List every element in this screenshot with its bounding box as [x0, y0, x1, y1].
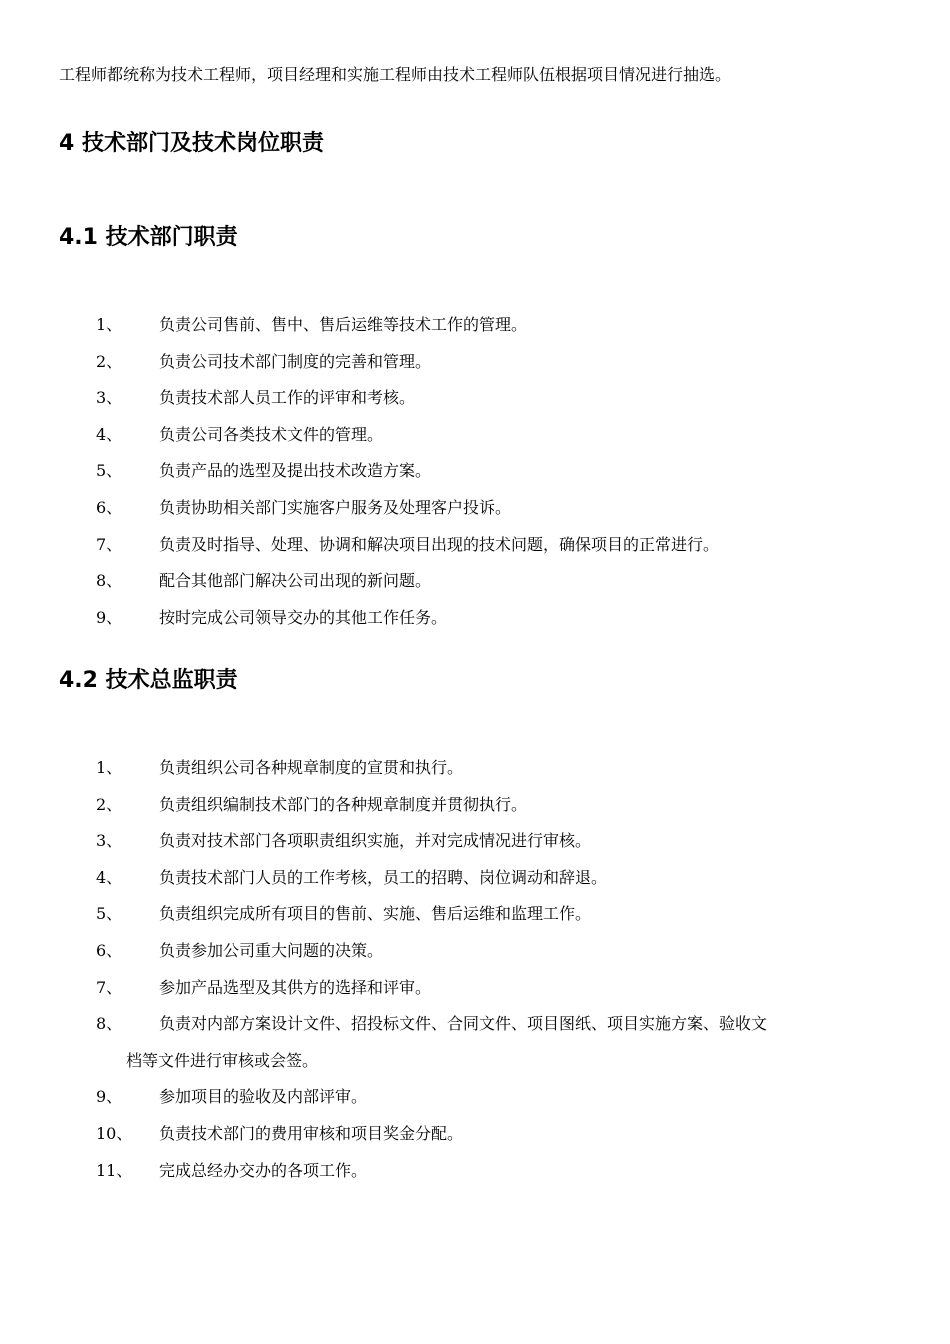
item-number: 2、 — [96, 794, 123, 814]
list-item — [96, 970, 896, 1007]
list-item — [96, 1116, 896, 1153]
item-text: 负责公司技术部门制度的完善和管理。 — [159, 351, 432, 371]
list-item — [96, 600, 896, 637]
item-text: 负责技术部门人员的工作考核，员工的招聘、岗位调动和辞退。 — [159, 867, 608, 887]
list-item — [96, 787, 896, 824]
item-number: 2、 — [96, 351, 123, 371]
item-text: 负责公司各类技术文件的管理。 — [159, 424, 384, 444]
item-text: 负责组织编制技术部门的各种规章制度并贯彻执行。 — [159, 794, 528, 814]
list-item — [96, 380, 896, 417]
item-number: 6、 — [96, 497, 123, 517]
item-number: 11、 — [96, 1160, 133, 1180]
item-text: 负责技术部人员工作的评审和考核。 — [159, 388, 416, 408]
item-number: 4、 — [96, 867, 123, 887]
item-text: 配合其他部门解决公司出现的新问题。 — [159, 571, 432, 591]
item-number: 3、 — [96, 831, 123, 851]
item-text: 负责协助相关部门实施客户服务及处理客户投诉。 — [159, 497, 512, 517]
list-item — [96, 896, 896, 933]
item-number: 4、 — [96, 424, 123, 444]
list-item — [96, 417, 896, 454]
list-item — [96, 490, 896, 527]
item-text: 负责参加公司重大问题的决策。 — [159, 940, 384, 960]
item-number: 8、 — [96, 571, 123, 591]
list-item — [96, 307, 896, 344]
item-text: 参加项目的验收及内部评审。 — [159, 1087, 368, 1107]
director-duties-heading: 4.2 技术总监职责 — [59, 668, 238, 693]
item-text: 负责及时指导、处理、协调和解决项目出现的技术问题，确保项目的正常进行。 — [159, 534, 720, 554]
list-item — [96, 563, 896, 600]
item-text: 负责产品的选型及提出技术改造方案。 — [159, 461, 432, 481]
list-item — [96, 1079, 896, 1116]
item-number: 5、 — [96, 904, 123, 924]
list-item — [96, 933, 896, 970]
section-heading: 4 技术部门及技术岗位职责 — [59, 131, 324, 156]
item-number: 1、 — [96, 758, 123, 777]
item-number: 5、 — [96, 461, 123, 481]
item-text: 负责对内部方案设计文件、招投标文件、合同文件、项目图纸、项目实施方案、验收文 — [159, 1014, 768, 1034]
item-number: 1、 — [96, 315, 123, 334]
item-number: 9、 — [96, 1087, 123, 1107]
director-duties-list — [96, 750, 896, 1189]
list-item — [96, 527, 896, 564]
item-text: 负责组织完成所有项目的售前、实施、售后运维和监理工作。 — [159, 904, 592, 924]
item-number: 10、 — [96, 1123, 133, 1143]
item-number: 7、 — [96, 977, 123, 997]
item-text: 负责公司售前、售中、售后运维等技术工作的管理。 — [159, 315, 528, 334]
item-number: 6、 — [96, 940, 123, 960]
item-text: 负责技术部门的费用审核和项目奖金分配。 — [159, 1123, 464, 1143]
item-number: 9、 — [96, 607, 123, 627]
list-item — [96, 750, 896, 787]
item-text: 参加产品选型及其供方的选择和评审。 — [159, 977, 432, 997]
item-number: 3、 — [96, 388, 123, 408]
list-item — [96, 860, 896, 897]
list-item — [96, 1006, 896, 1079]
item-number: 7、 — [96, 534, 123, 554]
item-number: 8、 — [96, 1014, 123, 1034]
list-item — [96, 344, 896, 381]
list-item — [96, 453, 896, 490]
item-text: 按时完成公司领导交办的其他工作任务。 — [159, 607, 448, 627]
item-text-continued: 档等文件进行审核或会签。 — [126, 1050, 319, 1070]
intro-paragraph: 工程师都统称为技术工程师，项目经理和实施工程师由技术工程师队伍根据项目情况进行抽选。 — [59, 65, 732, 84]
item-text: 负责组织公司各种规章制度的宣贯和执行。 — [159, 758, 464, 777]
item-text: 完成总经办交办的各项工作。 — [159, 1160, 368, 1180]
dept-duties-heading: 4.1 技术部门职责 — [59, 225, 238, 250]
dept-duties-list — [96, 307, 896, 636]
list-item — [96, 1153, 896, 1190]
list-item — [96, 823, 896, 860]
item-text: 负责对技术部门各项职责组织实施，并对完成情况进行审核。 — [159, 831, 592, 851]
